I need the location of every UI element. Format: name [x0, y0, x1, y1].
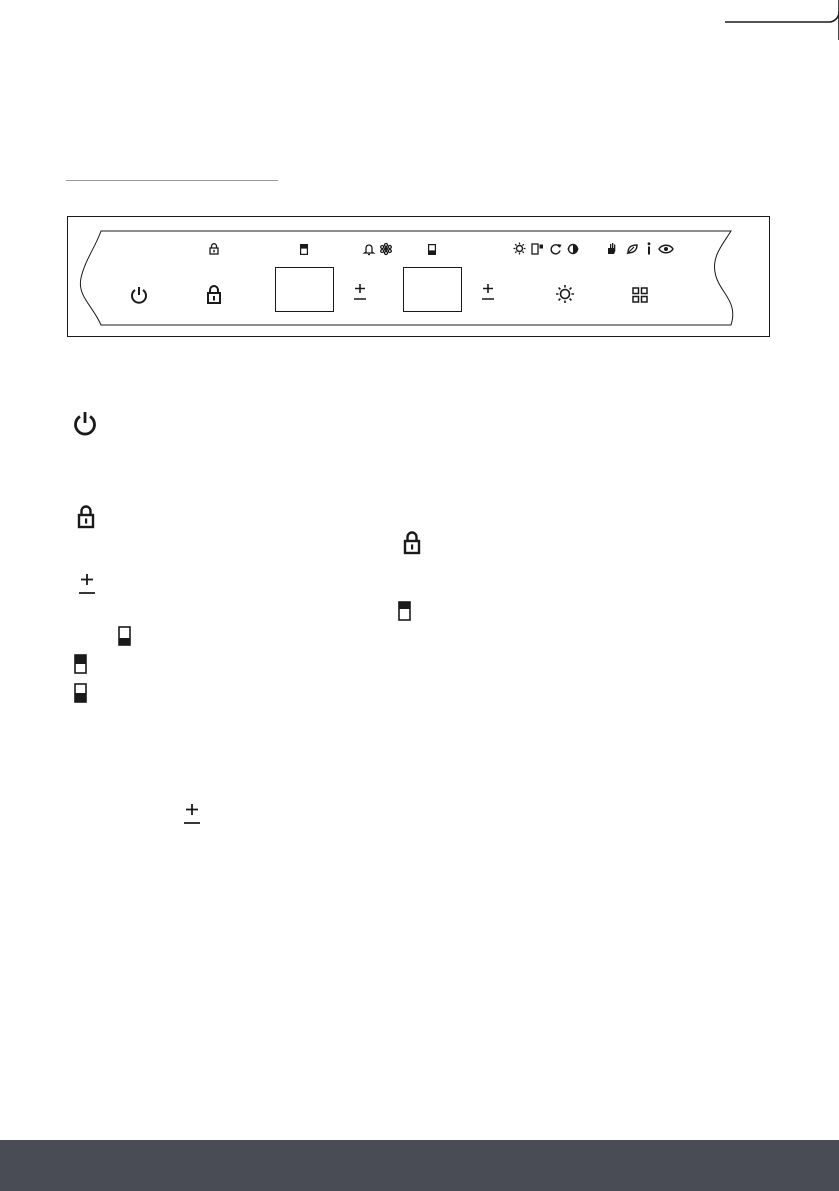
plus-minus-icon — [183, 803, 201, 825]
panel-eye-indicator — [658, 244, 674, 254]
panel-door-indicator — [531, 243, 544, 255]
panel-upper-drawer-indicator — [300, 244, 308, 255]
lock-icon — [403, 531, 421, 555]
drawer-upper-icon — [74, 654, 87, 674]
panel-cycle-indicator — [550, 243, 562, 255]
panel-plus-minus-button-upper[interactable] — [352, 283, 368, 301]
section-rule — [66, 180, 278, 181]
panel-display-upper — [275, 267, 334, 312]
panel-grid-button[interactable] — [632, 287, 648, 303]
panel-sun-indicator — [513, 242, 526, 255]
lock-icon — [77, 505, 95, 529]
panel-snowflake-indicator — [380, 243, 392, 255]
panel-lock-button[interactable] — [206, 285, 222, 305]
panel-lock-indicator — [209, 243, 219, 255]
plus-minus-icon — [78, 573, 96, 595]
panel-leaf-indicator — [626, 243, 638, 255]
panel-half-moon-indicator — [567, 243, 579, 255]
panel-info-indicator — [646, 242, 652, 255]
drawer-lower-icon — [118, 626, 131, 646]
panel-display-lower — [403, 267, 462, 312]
page-footer-bar — [0, 1140, 839, 1191]
power-icon — [72, 410, 98, 436]
panel-lower-drawer-indicator — [428, 244, 436, 255]
panel-bell-indicator — [363, 243, 375, 255]
panel-plus-minus-button-lower[interactable] — [480, 283, 496, 301]
panel-hand-indicator — [606, 242, 618, 255]
drawer-lower-icon — [74, 683, 87, 703]
drawer-upper-icon — [398, 601, 411, 621]
panel-power-button[interactable] — [129, 285, 149, 305]
panel-sun-button[interactable] — [555, 284, 575, 304]
corner-crop-line — [725, 0, 839, 40]
